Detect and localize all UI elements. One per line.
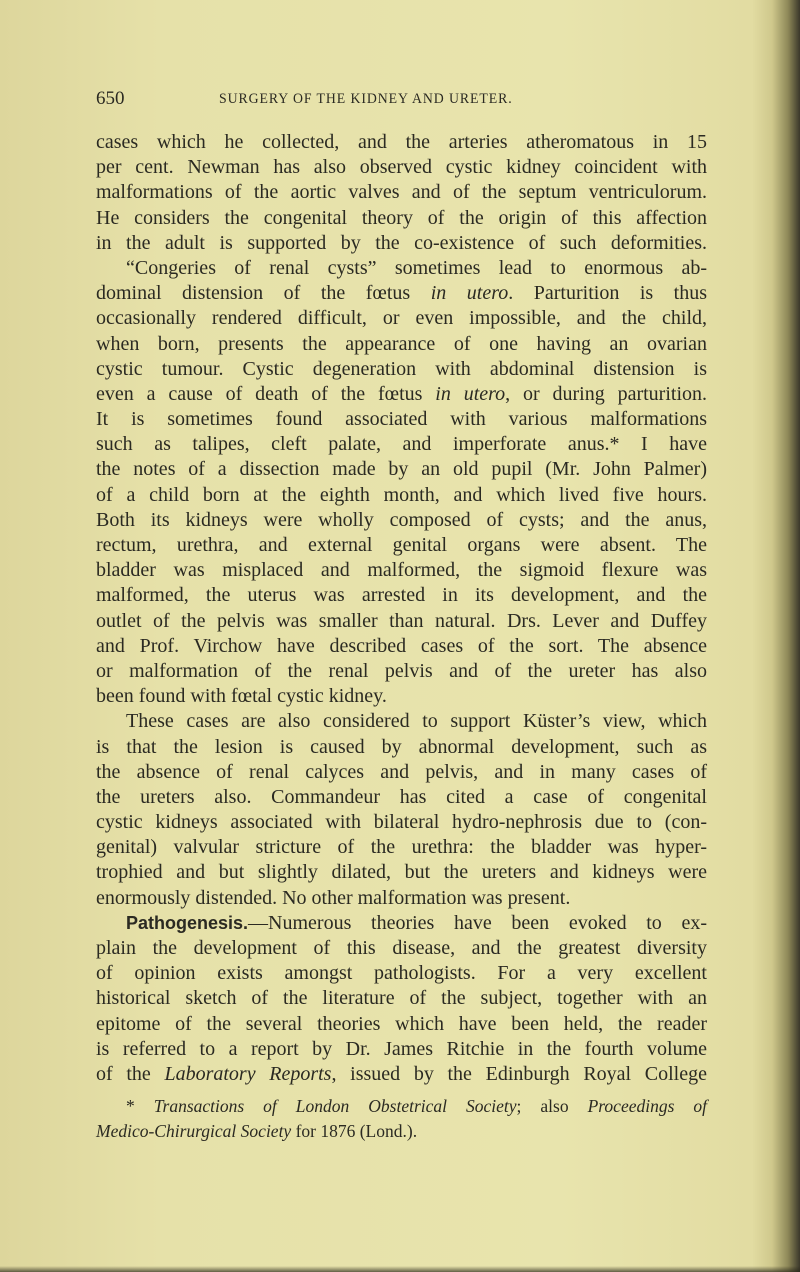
text-run: of a child born at the eighth month, and which lived five hours. xyxy=(96,483,707,506)
text-line xyxy=(96,407,707,432)
italic-text: Proceedings of xyxy=(587,1096,708,1116)
text-line xyxy=(96,684,707,709)
text-run: cystic kidneys associated with bilateral hydro-nephrosis due to (con- xyxy=(96,811,707,834)
footnote-line xyxy=(96,1095,707,1120)
italic-text: Transactions of London Obstetrical Society xyxy=(153,1096,517,1116)
text-run: per cent. Newman has also observed cystic kidney coincident with xyxy=(96,156,707,179)
text-run: when born, presents the appearance of one having an ovarian xyxy=(96,332,707,355)
text-line xyxy=(96,835,707,860)
text-line xyxy=(96,634,707,659)
text-line xyxy=(96,483,707,508)
text-run: , or during parturition. xyxy=(505,382,707,405)
italic-text: in utero xyxy=(430,282,509,305)
text-run: been found with fœtal cystic kidney. xyxy=(96,685,387,708)
italic-text: in utero xyxy=(435,382,506,405)
footnote-line xyxy=(96,1120,707,1145)
text-run: It is sometimes found associated with various malformations xyxy=(96,408,707,431)
text-line xyxy=(96,457,707,482)
text-run: He considers the congenital theory of the origin of this affection xyxy=(96,206,707,229)
text-line xyxy=(96,558,707,583)
text-run: the ureters also. Commandeur has cited a case of congenital xyxy=(96,785,707,808)
text-line xyxy=(96,281,707,306)
section-heading: Pathogenesis. xyxy=(126,912,249,933)
text-run: epitome of the several theories which have been held, the reader xyxy=(96,1012,707,1035)
text-line xyxy=(96,936,707,961)
text-run: the notes of a dissection made by an old pupil (Mr. John Palmer) xyxy=(96,458,707,481)
running-title: SURGERY OF THE KIDNEY AND URETER. xyxy=(219,91,513,107)
text-run: is that the lesion is caused by abnormal development, such as xyxy=(96,735,707,758)
text-line xyxy=(96,810,707,835)
text-line xyxy=(96,709,707,734)
text-line xyxy=(96,432,707,457)
text-line xyxy=(96,760,707,785)
text-run: rectum, urethra, and external genital organs were absent. The xyxy=(96,534,707,556)
text-line xyxy=(96,256,707,281)
text-run: These cases are also considered to support Küster’s view, which xyxy=(126,710,707,733)
text-run: in the adult is supported by the co-existence of such deformities. xyxy=(96,231,707,254)
text-line xyxy=(96,609,707,634)
text-run: or malformation of the renal pelvis and of the ureter has also xyxy=(96,659,707,682)
text-run: Both its kidneys were wholly composed of cysts; and the anus, xyxy=(96,508,707,531)
text-line xyxy=(96,961,707,986)
text-run: cases which he collected, and the arteries atheromatous in 15 xyxy=(96,131,707,153)
text-line xyxy=(96,206,707,231)
text-line xyxy=(96,306,707,331)
text-line xyxy=(96,1012,707,1037)
text-line xyxy=(96,735,707,760)
text-line xyxy=(96,332,707,357)
text-line xyxy=(96,130,707,155)
text-line xyxy=(96,860,707,885)
text-run: enormously distended. No other malformation was present. xyxy=(96,886,571,909)
italic-text: Laboratory Reports xyxy=(164,1062,332,1085)
text-line xyxy=(96,533,707,558)
text-run: , issued by the Edinburgh Royal College xyxy=(331,1062,707,1085)
text-run: dominal distension of the fœtus xyxy=(96,282,431,305)
text-run: is referred to a report by Dr. James Ritchie in the fourth volume xyxy=(96,1037,707,1060)
text-run: ; also xyxy=(516,1096,588,1116)
text-run: of the xyxy=(96,1062,165,1085)
text-line xyxy=(96,357,707,382)
text-line xyxy=(96,155,707,180)
text-line xyxy=(96,886,707,911)
text-run: of opinion exists amongst pathologists. For a very excellent xyxy=(96,962,707,985)
text-line xyxy=(96,1062,707,1087)
text-run: malformed, the uterus was arrested in its development, and the xyxy=(96,584,707,607)
text-run: genital) valvular stricture of the urethra: the bladder was hyper- xyxy=(96,836,707,859)
text-run: malformations of the aortic valves and of the septum ventriculorum. xyxy=(96,181,707,204)
text-line xyxy=(96,180,707,205)
text-run: even a cause of death of the fœtus xyxy=(96,382,436,405)
text-run: historical sketch of the literature of the subject, together with an xyxy=(96,987,707,1010)
text-run: for 1876 (Lond.). xyxy=(291,1121,418,1142)
text-run: —Numerous theories have been evoked to ex- xyxy=(248,911,707,934)
running-head xyxy=(96,88,707,114)
text-run: plain the development of this disease, and the greatest diversity xyxy=(96,937,707,959)
text-run: . Parturition is thus xyxy=(508,282,708,305)
text-run: * xyxy=(126,1096,154,1116)
text-run: cystic tumour. Cystic degeneration with abdominal distension is xyxy=(96,357,707,380)
footnote xyxy=(96,1095,707,1145)
text-line xyxy=(96,1037,707,1062)
text-run: occasionally rendered difficult, or even impossible, and the child, xyxy=(96,307,707,330)
body-text xyxy=(96,130,707,1087)
text-line xyxy=(96,508,707,533)
text-run: the absence of renal calyces and pelvis, and in many cases of xyxy=(96,760,707,783)
text-run: trophied and but slightly dilated, but the ureters and kidneys were xyxy=(96,861,707,884)
text-line xyxy=(96,659,707,684)
text-line xyxy=(96,382,707,407)
text-run: “Congeries of renal cysts” sometimes lead to enormous ab- xyxy=(126,256,707,279)
text-run: bladder was misplaced and malformed, the sigmoid flexure was xyxy=(96,559,707,582)
text-line xyxy=(96,231,707,256)
page-edge-shadow xyxy=(0,1266,800,1272)
text-run: outlet of the pelvis was smaller than natural. Drs. Lever and Duffey xyxy=(96,609,707,632)
text-line xyxy=(96,911,707,936)
text-line xyxy=(96,986,707,1011)
text-line xyxy=(96,785,707,810)
text-line xyxy=(96,583,707,608)
italic-text: Medico-Chirurgical Society xyxy=(96,1121,292,1142)
page-number: 650 xyxy=(96,88,125,109)
text-run: and Prof. Virchow have described cases of the sort. The absence xyxy=(96,634,707,657)
text-run: such as talipes, cleft palate, and imperforate anus.* I have xyxy=(96,433,707,456)
